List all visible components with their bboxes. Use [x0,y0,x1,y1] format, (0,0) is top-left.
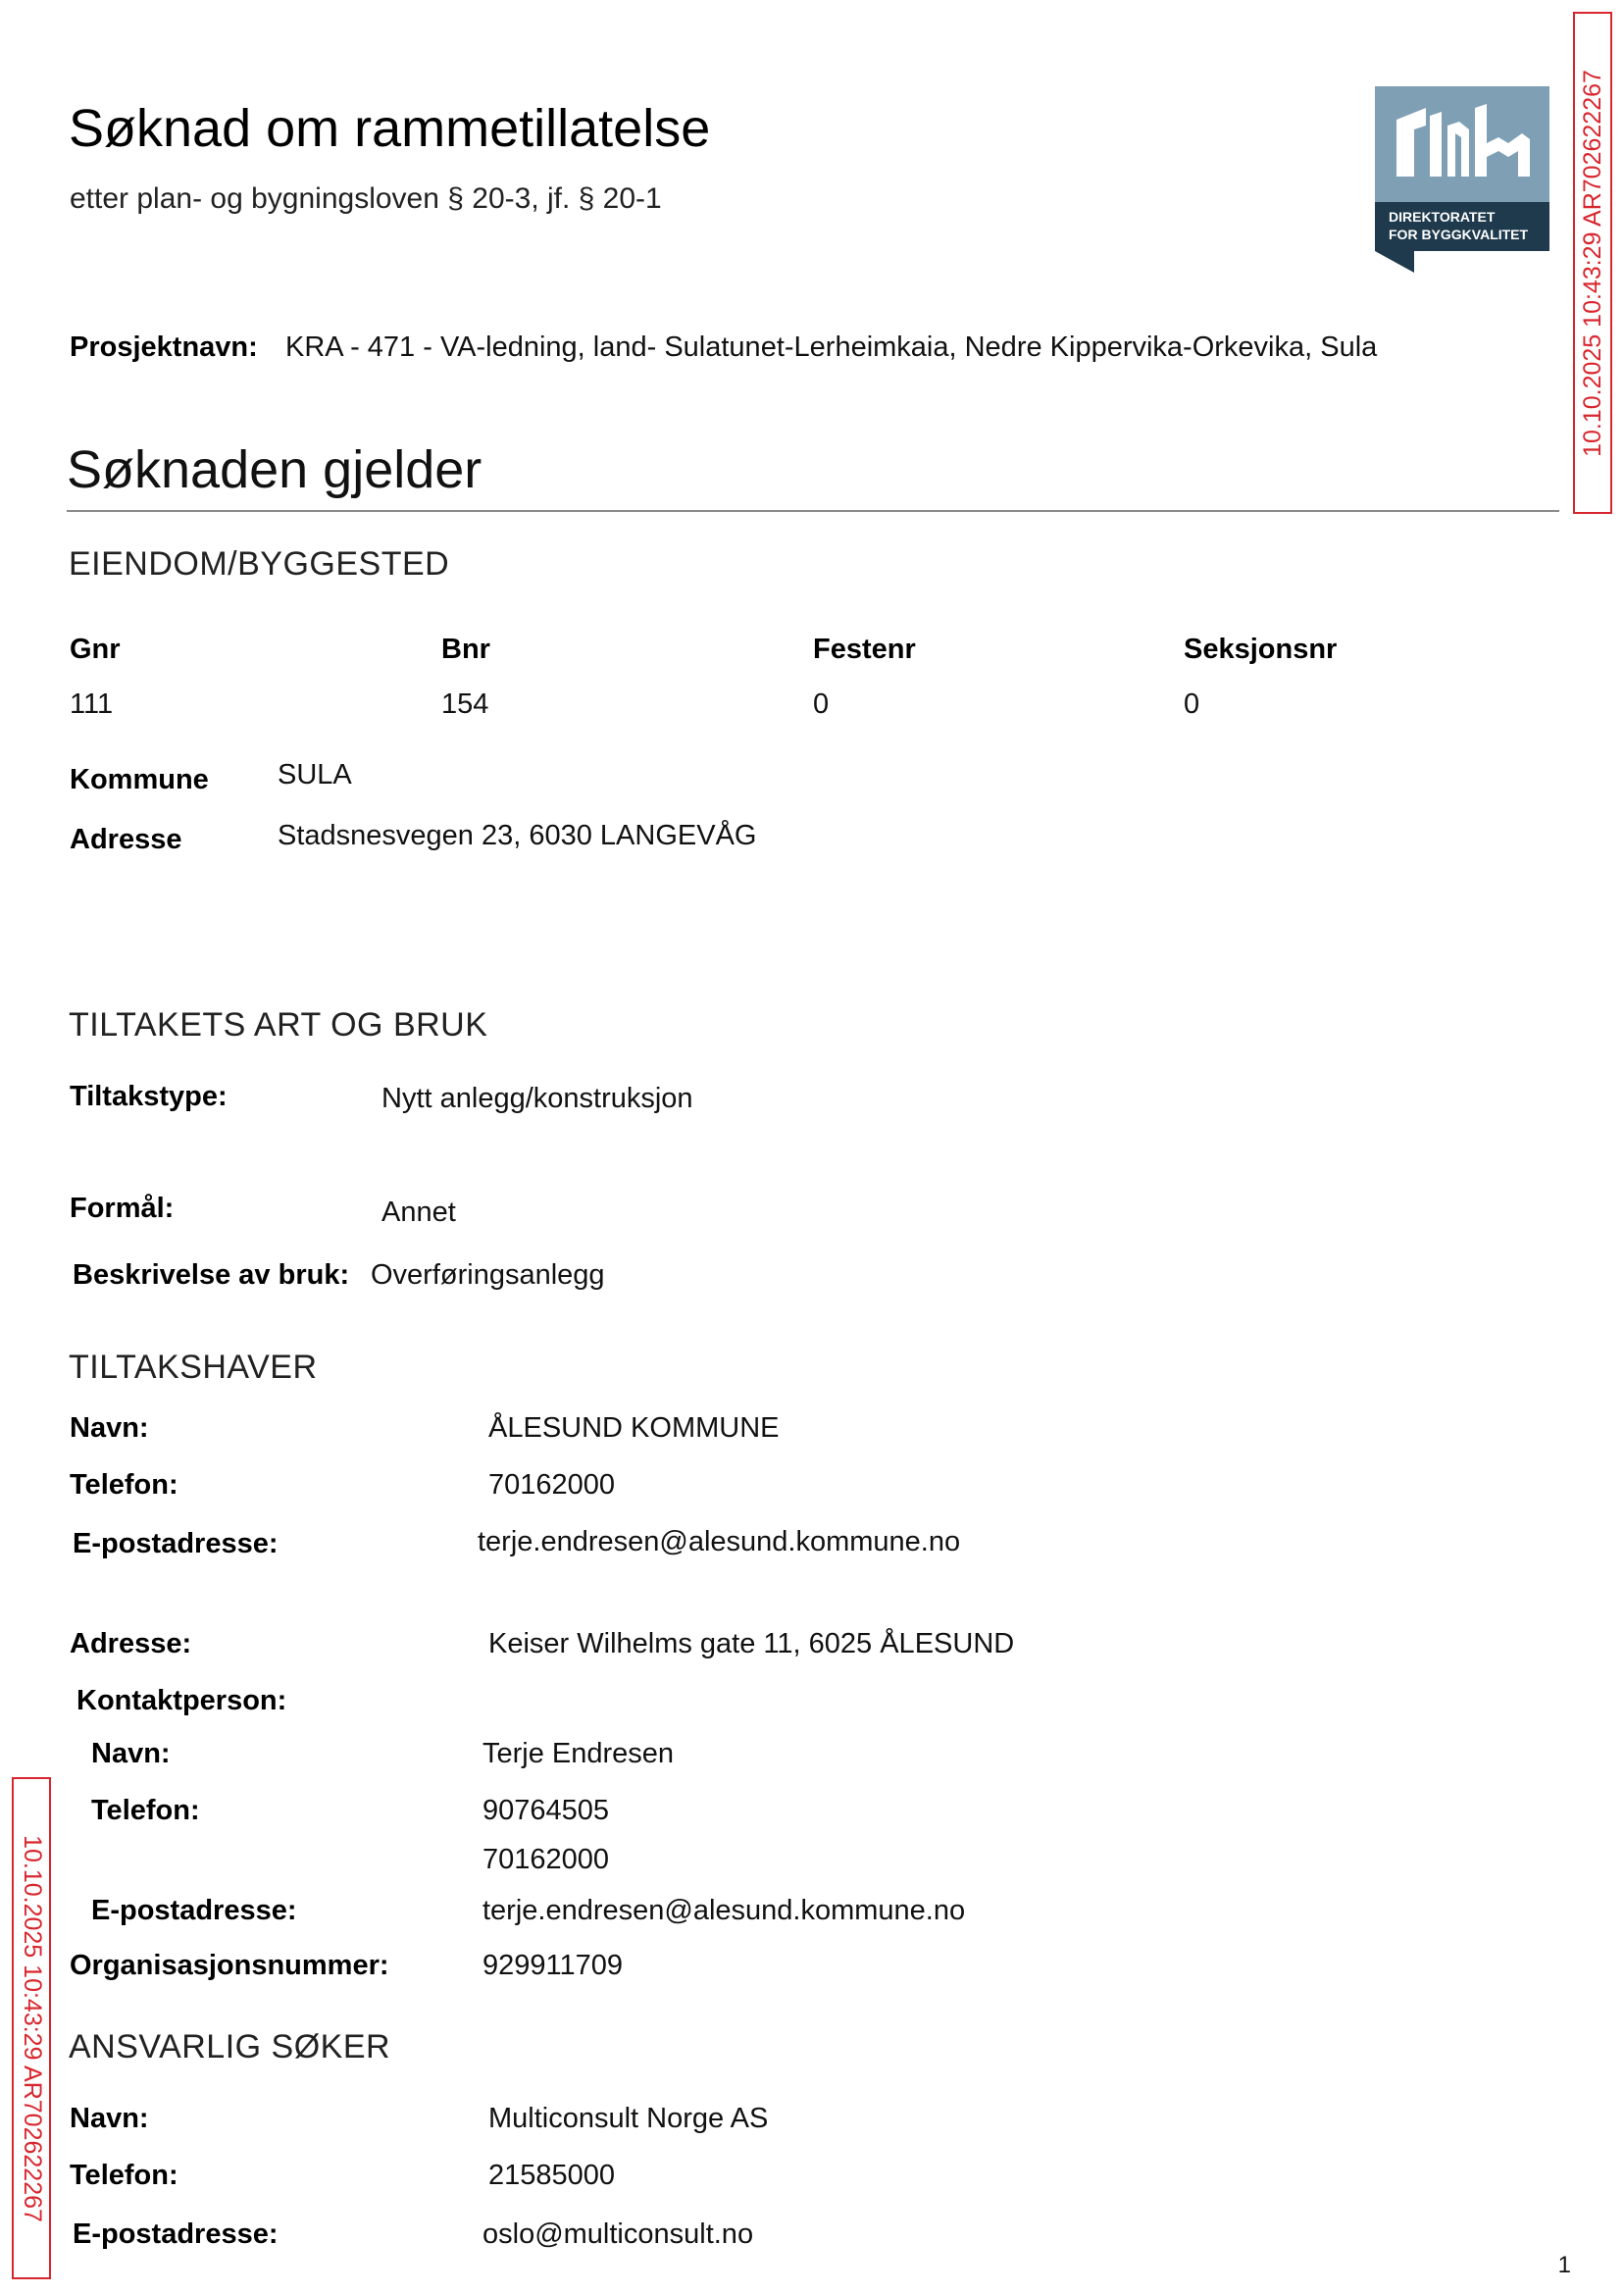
kommune-label: Kommune [70,764,209,795]
ansvarlig-heading: ANSVARLIG SØKER [69,2028,391,2065]
tiltakshaver-heading: TILTAKSHAVER [69,1349,318,1386]
kontakt-telefon-value-1: 90764505 [482,1795,610,1826]
ansvarlig-navn-value: Multiconsult Norge AS [488,2103,769,2134]
property-heading: EIENDOM/BYGGESTED [69,545,450,583]
bnr-value: 154 [441,688,489,720]
ansvarlig-navn-label: Navn: [70,2103,149,2134]
kontaktperson-label: Kontaktperson: [76,1685,287,1716]
dibk-logo [1375,86,1549,273]
document-title: Søknad om rammetillatelse [69,99,711,158]
ansvarlig-telefon-label: Telefon: [70,2160,178,2191]
logo-text-line1: DIREKTORATET [1389,209,1496,225]
orgnr-value: 929911709 [482,1950,624,1981]
bruk-value: Overføringsanlegg [371,1259,605,1291]
seksjonsnr-value: 0 [1184,688,1200,720]
bruk-label: Beskrivelse av bruk: [73,1259,350,1291]
stamp-text: 10.10.2025 10:43:29 AR702622267 [18,1834,46,2222]
tiltakstype-value: Nytt anlegg/konstruksjon [381,1083,693,1114]
tiltakshaver-epost-label: E-postadresse: [73,1528,279,1559]
project-value: KRA - 471 - VA-ledning, land- Sulatunet-Lerheimkaia, Nedre Kippervika-Orkevika, Sula [285,331,1378,363]
formal-value: Annet [381,1197,456,1228]
kommune-value: SULA [278,759,352,790]
tiltakshaver-telefon-value: 70162000 [488,1469,616,1501]
tiltakshaver-navn-value: ÅLESUND KOMMUNE [488,1412,780,1444]
kontakt-telefon-value-2: 70162000 [482,1844,610,1875]
section-rule [67,510,1559,512]
tiltakshaver-telefon-label: Telefon: [70,1469,178,1501]
gnr-label: Gnr [70,634,121,665]
bnr-label: Bnr [441,634,490,665]
kontakt-epost-value: terje.endresen@alesund.kommune.no [482,1895,966,1926]
formal-label: Formål: [70,1193,175,1224]
tiltakstype-label: Tiltakstype: [70,1081,228,1112]
ansvarlig-epost-value: oslo@multiconsult.no [482,2218,754,2250]
festenr-label: Festenr [813,634,916,665]
adresse-label: Adresse [70,824,182,855]
tiltakshaver-adresse-value: Keiser Wilhelms gate 11, 6025 ÅLESUND [488,1628,1015,1659]
festenr-value: 0 [813,688,830,720]
kontakt-navn-value: Terje Endresen [482,1738,675,1769]
kontakt-telefon-label: Telefon: [91,1795,200,1826]
page-number: 1 [1557,2252,1571,2278]
tiltakshaver-navn-label: Navn: [70,1412,149,1444]
timestamp-stamp-left [12,1777,51,2279]
kontakt-navn-label: Navn: [91,1738,171,1769]
project-label: Prosjektnavn: [70,331,258,363]
kontakt-epost-label: E-postadresse: [91,1895,297,1926]
adresse-value: Stadsnesvegen 23, 6030 LANGEVÅG [278,820,757,851]
stamp-text: 10.10.2025 10:43:29 AR702622267 [1578,69,1606,457]
seksjonsnr-label: Seksjonsnr [1184,634,1338,665]
tiltakshaver-epost-value: terje.endresen@alesund.kommune.no [478,1526,961,1557]
timestamp-stamp-top [1573,12,1612,514]
section-heading: Søknaden gjelder [67,440,482,499]
ansvarlig-telefon-value: 21585000 [488,2160,616,2191]
document-subtitle: etter plan- og bygningsloven § 20-3, jf. § 20-1 [70,182,662,215]
logo-text-line2: FOR BYGGKVALITET [1389,227,1529,242]
ansvarlig-epost-label: E-postadresse: [73,2218,279,2250]
orgnr-label: Organisasjonsnummer: [70,1950,389,1981]
tiltakshaver-adresse-label: Adresse: [70,1628,192,1659]
tiltak-heading: TILTAKETS ART OG BRUK [69,1006,488,1044]
gnr-value: 111 [70,688,114,720]
